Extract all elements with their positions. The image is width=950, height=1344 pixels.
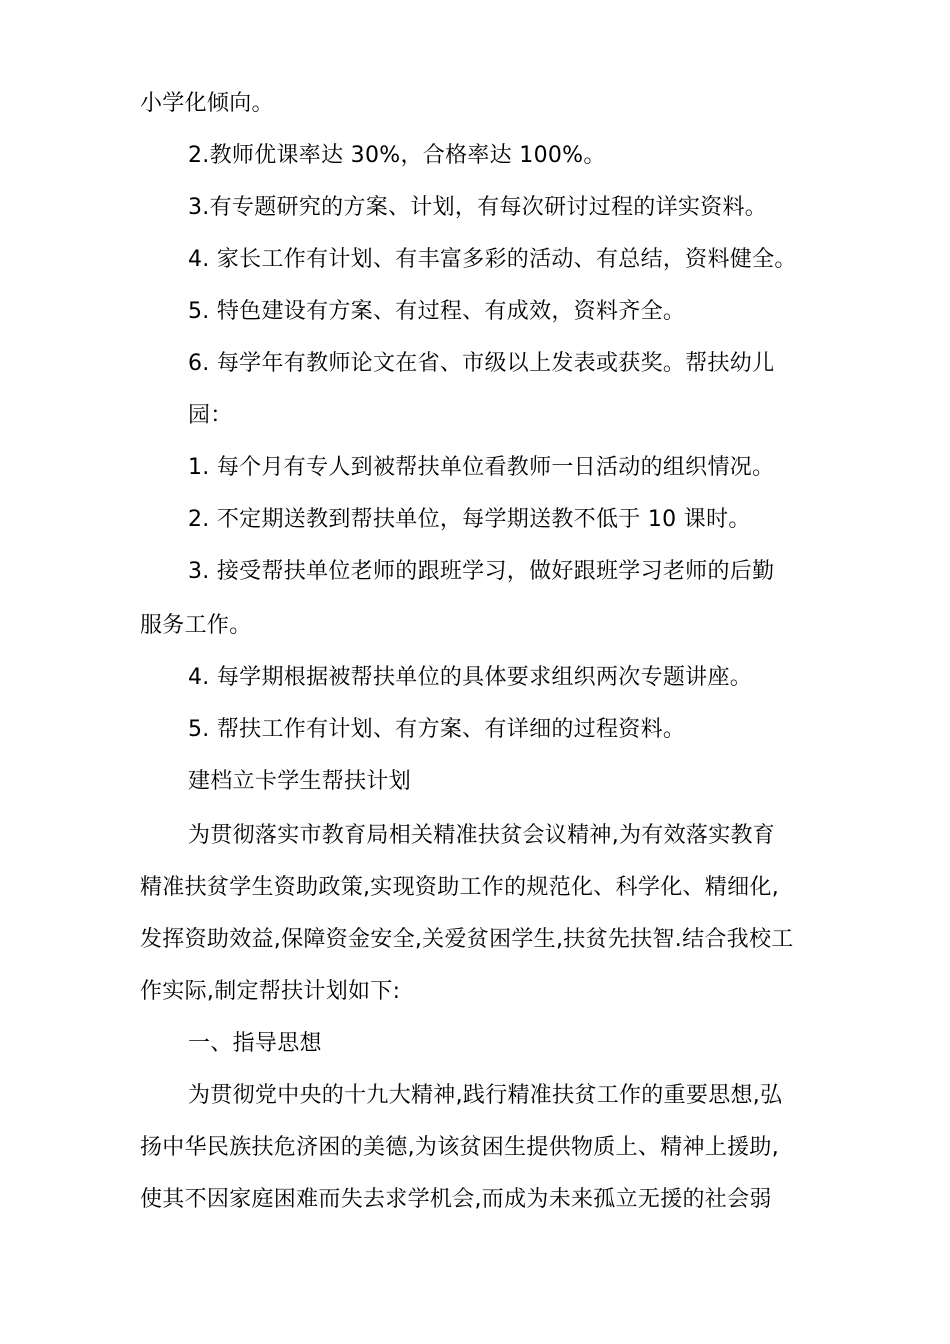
text-line: 3. 接受帮扶单位老师的跟班学习，做好跟班学习老师的后勤: [188, 559, 775, 584]
text-line: 精准扶贫学生资助政策,实现资助工作的规范化、科学化、精细化,: [140, 875, 779, 900]
text-line: 2. 不定期送教到帮扶单位，每学期送教不低于 10 课时。: [188, 507, 751, 532]
text-line: 3.有专题研究的方案、计划，有每次研讨过程的详实资料。: [188, 195, 768, 220]
text-line: 扬中华民族扶危济困的美德,为该贫困生提供物质上、精神上援助,: [140, 1135, 779, 1160]
section-heading: 建档立卡学生帮扶计划: [188, 769, 412, 794]
text-line: 4. 家长工作有计划、有丰富多彩的活动、有总结，资料健全。: [188, 247, 797, 272]
text-line: 服务工作。: [140, 613, 252, 638]
text-line: 为贯彻党中央的十九大精神,践行精准扶贫工作的重要思想,弘: [188, 1083, 783, 1108]
section-heading: 一、指导思想: [188, 1031, 322, 1056]
text-line: 1. 每个月有专人到被帮扶单位看教师一日活动的组织情况。: [188, 455, 775, 480]
text-line: 使其不因家庭困难而失去求学机会,而成为未来孤立无援的社会弱: [140, 1187, 772, 1212]
text-line: 作实际,制定帮扶计划如下:: [140, 979, 401, 1004]
text-line: 2.教师优课率达 30%，合格率达 100%。: [188, 143, 606, 168]
text-line: 5. 帮扶工作有计划、有方案、有详细的过程资料。: [188, 717, 686, 742]
text-line: 发挥资助效益,保障资金安全,关爱贫困学生,扶贫先扶智.结合我校工: [140, 927, 794, 952]
text-line: 小学化倾向。: [140, 91, 274, 116]
text-line: 6. 每学年有教师论文在省、市级以上发表或获奖。帮扶幼儿: [188, 351, 775, 376]
text-line: 5. 特色建设有方案、有过程、有成效，资料齐全。: [188, 299, 686, 324]
text-line: 4. 每学期根据被帮扶单位的具体要求组织两次专题讲座。: [188, 665, 753, 690]
text-line: 园：: [188, 403, 233, 428]
text-line: 为贯彻落实市教育局相关精准扶贫会议精神,为有效落实教育: [188, 823, 776, 848]
